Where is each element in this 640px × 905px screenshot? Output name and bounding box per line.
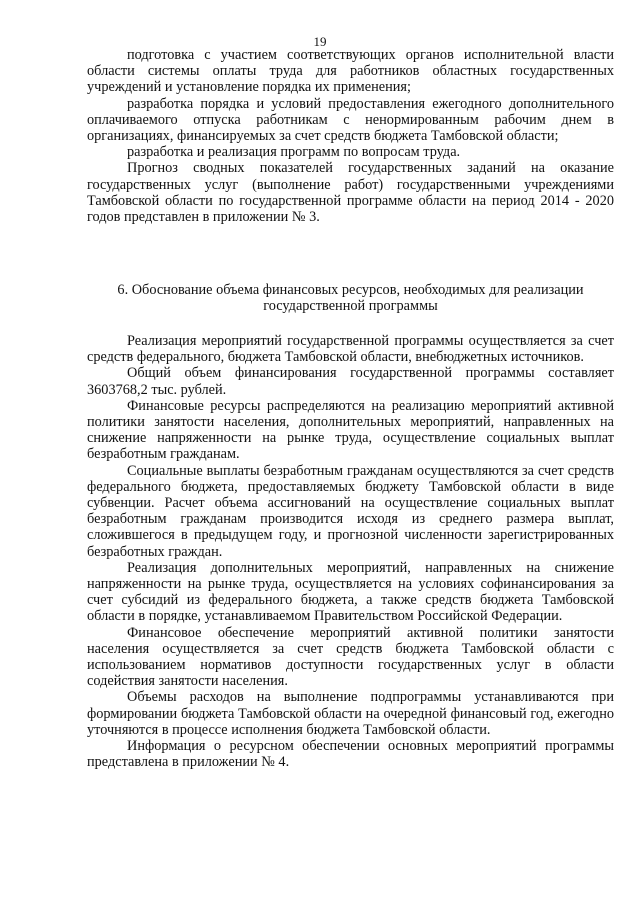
paragraph: Объемы расходов на выполнение подпрограммы устанавливаются при формировании бюджета Тамбовской области на очередной финансовый год, ежегодно уточняются в процессе исполнения бюджета Тамбовской области.	[87, 689, 614, 738]
top-text-block	[87, 47, 614, 225]
paragraph: Финансовое обеспечение мероприятий активной политики занятости населения осуществляется за счет средств бюджета Тамбовской области с использованием нормативов доступности государственных услуг в области содействия занятости населения.	[87, 624, 614, 690]
section-heading	[87, 282, 614, 315]
paragraph: разработка порядка и условий предоставления ежегодного дополнительного оплачиваемого отпуска работникам с ненормированным рабочим днем в организациях, финансируемых за счет средств бюджета Тамбовской области;	[87, 95, 614, 145]
paragraph: Реализация дополнительных мероприятий, направленных на снижение напряженности на рынке труда, осуществляется на условиях софинансирования за счет субсидий из федерального бюджета, а также средств бюджета Тамбовской области в порядке, устанавливаемом Правительством Российской Федерации.	[87, 559, 614, 625]
main-text-block	[87, 333, 614, 770]
paragraph: Реализация мероприятий государственной программы осуществляется за счет средств федерального, бюджета Тамбовской области, внебюджетных источников.	[87, 333, 614, 366]
paragraph: Информация о ресурсном обеспечении основных мероприятий программы представлена в приложении № 4.	[87, 738, 614, 771]
paragraph: подготовка с участием соответствующих органов исполнительной власти области системы оплаты труда для работников областных государственных учреждений и установление порядка их применения;	[87, 47, 614, 96]
page-number: 19	[313, 34, 327, 49]
paragraph: Прогноз сводных показателей государственных заданий на оказание государственных услуг (выполнение работ) государственными учреждениями Тамбовской области по государственной программе области на период 2014 - 2020 годов представлен в приложении № 3.	[87, 160, 614, 226]
section-heading-line: государственной программы	[263, 298, 438, 315]
paragraph: разработка и реализация программ по вопросам труда.	[127, 144, 461, 161]
paragraph: Финансовые ресурсы распределяются на реализацию мероприятий активной политики занятости населения, дополнительных мероприятий, направленных на снижение напряженности на рынке труда, осуществление социальных выплат безработным гражданам.	[87, 397, 614, 463]
paragraph: Социальные выплаты безработным гражданам осуществляются за счет средств федерального бюджета, предоставляемых бюджету Тамбовской области в виде субвенции. Расчет объема ассигнований на осуществление социальных выплат безработным гражданам производится исходя из среднего размера выплат, сложившегося в предыдущем году, и прогнозной численности зарегистрированных безработных граждан.	[87, 462, 614, 560]
paragraph: Общий объем финансирования государственной программы составляет 3603768,2 тыс. рублей.	[87, 365, 614, 398]
section-heading-line: 6. Обоснование объема финансовых ресурсов, необходимых для реализации	[117, 282, 584, 298]
